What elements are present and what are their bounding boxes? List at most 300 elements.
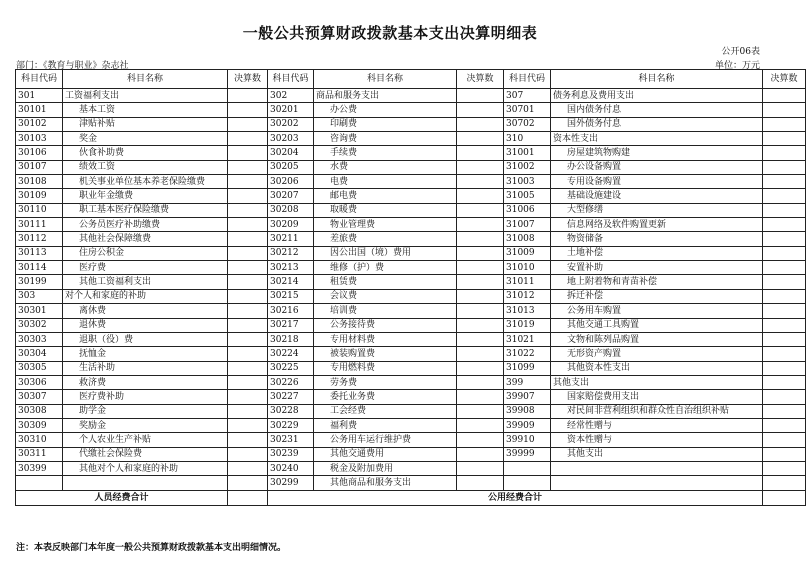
goods-code-cell: 30201: [268, 103, 314, 117]
goods-code-cell: 30229: [268, 418, 314, 432]
personnel-code-cell: 30113: [16, 246, 63, 260]
goods-code-cell: 30203: [268, 132, 314, 146]
personnel-name-cell: 抚恤金: [63, 347, 228, 361]
personnel-code-cell: 30399: [16, 461, 63, 475]
capital-name-cell: 国家赔偿费用支出: [551, 390, 763, 404]
goods-code-cell: 30225: [268, 361, 314, 375]
goods-code-cell: 30212: [268, 246, 314, 260]
goods-code-cell: 30299: [268, 476, 314, 490]
personnel-amount-cell: [228, 275, 268, 289]
personnel-name-cell: 救济费: [63, 375, 228, 389]
personnel-code-cell: 30109: [16, 189, 63, 203]
capital-amount-cell: [763, 160, 806, 174]
goods-amount-cell: [457, 433, 504, 447]
form-number: 公开06表: [721, 47, 760, 57]
capital-amount-cell: [763, 203, 806, 217]
goods-code-cell: 30209: [268, 218, 314, 232]
header-code-1: 科目代码: [16, 70, 63, 89]
capital-code-cell: [504, 461, 551, 475]
personnel-amount-cell: [228, 332, 268, 346]
capital-name-cell: 国内债务付息: [551, 103, 763, 117]
table-row: [16, 318, 806, 332]
goods-amount-cell: [457, 461, 504, 475]
goods-code-cell: 30231: [268, 433, 314, 447]
personnel-code-cell: 30111: [16, 218, 63, 232]
personnel-code-cell: 30302: [16, 318, 63, 332]
goods-amount-cell: [457, 347, 504, 361]
goods-amount-cell: [457, 175, 504, 189]
table-row: [16, 103, 806, 117]
goods-name-cell: 培训费: [314, 304, 457, 318]
personnel-name-cell: 医疗费补助: [63, 390, 228, 404]
personnel-amount-cell: [228, 390, 268, 404]
goods-name-cell: 专用材料费: [314, 332, 457, 346]
goods-amount-cell: [457, 89, 504, 103]
capital-code-cell: 39999: [504, 447, 551, 461]
goods-name-cell: 办公费: [314, 103, 457, 117]
goods-amount-cell: [457, 160, 504, 174]
personnel-code-cell: 30108: [16, 175, 63, 189]
goods-code-cell: 30202: [268, 117, 314, 131]
capital-amount-cell: [763, 261, 806, 275]
personnel-amount-cell: [228, 347, 268, 361]
goods-name-cell: 其他商品和服务支出: [314, 476, 457, 490]
capital-name-cell: 办公设备购置: [551, 160, 763, 174]
capital-amount-cell: [763, 347, 806, 361]
capital-code-cell: 31011: [504, 275, 551, 289]
personnel-name-cell: 职工基本医疗保险缴费: [63, 203, 228, 217]
goods-amount-cell: [457, 361, 504, 375]
table-row: [16, 261, 806, 275]
table-body: [16, 89, 806, 491]
table-row: [16, 289, 806, 303]
capital-code-cell: 310: [504, 132, 551, 146]
capital-name-cell: 拆迁补偿: [551, 289, 763, 303]
personnel-amount-cell: [228, 318, 268, 332]
capital-amount-cell: [763, 404, 806, 418]
table-row: [16, 304, 806, 318]
table-row: [16, 246, 806, 260]
goods-code-cell: 30213: [268, 261, 314, 275]
capital-code-cell: 39908: [504, 404, 551, 418]
goods-code-cell: 30239: [268, 447, 314, 461]
capital-name-cell: 信息网络及软件购置更新: [551, 218, 763, 232]
goods-amount-cell: [457, 390, 504, 404]
personnel-name-cell: [63, 476, 228, 490]
totals-row: [16, 490, 806, 505]
goods-amount-cell: [457, 103, 504, 117]
capital-code-cell: 31019: [504, 318, 551, 332]
goods-name-cell: 租赁费: [314, 275, 457, 289]
goods-amount-cell: [457, 447, 504, 461]
goods-name-cell: 电费: [314, 175, 457, 189]
expenditure-table: [15, 69, 806, 506]
goods-amount-cell: [457, 117, 504, 131]
personnel-name-cell: 对个人和家庭的补助: [63, 289, 228, 303]
personnel-amount-cell: [228, 375, 268, 389]
personnel-name-cell: 基本工资: [63, 103, 228, 117]
goods-code-cell: 30207: [268, 189, 314, 203]
capital-amount-cell: [763, 175, 806, 189]
goods-name-cell: 物业管理费: [314, 218, 457, 232]
capital-code-cell: 31008: [504, 232, 551, 246]
personnel-amount-cell: [228, 203, 268, 217]
capital-amount-cell: [763, 418, 806, 432]
goods-code-cell: 302: [268, 89, 314, 103]
table-row: [16, 175, 806, 189]
capital-amount-cell: [763, 103, 806, 117]
goods-name-cell: 被装购置费: [314, 347, 457, 361]
personnel-code-cell: 30306: [16, 375, 63, 389]
goods-code-cell: 30226: [268, 375, 314, 389]
capital-amount-cell: [763, 476, 806, 490]
capital-name-cell: 专用设备购置: [551, 175, 763, 189]
goods-code-cell: 30240: [268, 461, 314, 475]
personnel-amount-cell: [228, 132, 268, 146]
table-note: 注：本表反映部门本年度一般公共预算财政拨款基本支出明细情况。: [16, 543, 287, 553]
capital-code-cell: 30702: [504, 117, 551, 131]
personnel-amount-cell: [228, 476, 268, 490]
capital-amount-cell: [763, 447, 806, 461]
personnel-code-cell: 30303: [16, 332, 63, 346]
capital-name-cell: 基础设施建设: [551, 189, 763, 203]
personnel-amount-cell: [228, 89, 268, 103]
capital-name-cell: 经常性赠与: [551, 418, 763, 432]
goods-code-cell: 30205: [268, 160, 314, 174]
public-total-label: 公用经费合计: [268, 490, 763, 505]
table-row: [16, 347, 806, 361]
personnel-code-cell: 30110: [16, 203, 63, 217]
page-title: 一般公共预算财政拨款基本支出决算明细表: [242, 24, 538, 42]
goods-name-cell: 差旅费: [314, 232, 457, 246]
table-row: [16, 146, 806, 160]
header-amount-3: 决算数: [763, 70, 806, 89]
capital-name-cell: 土地补偿: [551, 246, 763, 260]
goods-amount-cell: [457, 261, 504, 275]
capital-code-cell: 31003: [504, 175, 551, 189]
personnel-code-cell: 301: [16, 89, 63, 103]
goods-name-cell: 专用燃料费: [314, 361, 457, 375]
goods-code-cell: 30216: [268, 304, 314, 318]
personnel-name-cell: 代缴社会保险费: [63, 447, 228, 461]
personnel-code-cell: 30114: [16, 261, 63, 275]
goods-code-cell: 30208: [268, 203, 314, 217]
goods-amount-cell: [457, 132, 504, 146]
personnel-amount-cell: [228, 189, 268, 203]
personnel-code-cell: 30311: [16, 447, 63, 461]
personnel-total-value: [228, 490, 268, 505]
personnel-amount-cell: [228, 461, 268, 475]
capital-amount-cell: [763, 117, 806, 131]
table-row: [16, 476, 806, 490]
capital-name-cell: 安置补助: [551, 261, 763, 275]
goods-amount-cell: [457, 476, 504, 490]
capital-amount-cell: [763, 89, 806, 103]
personnel-amount-cell: [228, 103, 268, 117]
table-row: [16, 117, 806, 131]
capital-amount-cell: [763, 375, 806, 389]
capital-amount-cell: [763, 232, 806, 246]
goods-name-cell: 工会经费: [314, 404, 457, 418]
table-row: [16, 160, 806, 174]
table-row: [16, 203, 806, 217]
goods-name-cell: 印刷费: [314, 117, 457, 131]
unit-label: 单位：万元: [714, 61, 760, 71]
goods-amount-cell: [457, 189, 504, 203]
personnel-name-cell: 奖励金: [63, 418, 228, 432]
capital-code-cell: 39907: [504, 390, 551, 404]
personnel-name-cell: 奖金: [63, 132, 228, 146]
capital-name-cell: [551, 461, 763, 475]
personnel-amount-cell: [228, 404, 268, 418]
personnel-code-cell: 30310: [16, 433, 63, 447]
goods-code-cell: 30215: [268, 289, 314, 303]
goods-code-cell: 30227: [268, 390, 314, 404]
goods-amount-cell: [457, 146, 504, 160]
capital-name-cell: 公务用车购置: [551, 304, 763, 318]
personnel-name-cell: 生活补助: [63, 361, 228, 375]
capital-name-cell: 物资储备: [551, 232, 763, 246]
goods-amount-cell: [457, 289, 504, 303]
personnel-name-cell: 退职（役）费: [63, 332, 228, 346]
goods-amount-cell: [457, 332, 504, 346]
goods-name-cell: 其他交通费用: [314, 447, 457, 461]
table-row: [16, 390, 806, 404]
header-name-1: 科目名称: [63, 70, 228, 89]
capital-code-cell: 31001: [504, 146, 551, 160]
goods-name-cell: 税金及附加费用: [314, 461, 457, 475]
goods-name-cell: 公务接待费: [314, 318, 457, 332]
goods-amount-cell: [457, 318, 504, 332]
capital-code-cell: 30701: [504, 103, 551, 117]
goods-amount-cell: [457, 304, 504, 318]
personnel-code-cell: [16, 476, 63, 490]
personnel-amount-cell: [228, 160, 268, 174]
personnel-name-cell: 个人农业生产补贴: [63, 433, 228, 447]
capital-name-cell: 资本性支出: [551, 132, 763, 146]
goods-code-cell: 30217: [268, 318, 314, 332]
table-row: [16, 418, 806, 432]
goods-name-cell: 咨询费: [314, 132, 457, 146]
personnel-code-cell: 30106: [16, 146, 63, 160]
capital-name-cell: 大型修缮: [551, 203, 763, 217]
capital-amount-cell: [763, 146, 806, 160]
capital-amount-cell: [763, 318, 806, 332]
capital-code-cell: 31021: [504, 332, 551, 346]
goods-name-cell: 水费: [314, 160, 457, 174]
goods-code-cell: 30214: [268, 275, 314, 289]
capital-amount-cell: [763, 189, 806, 203]
goods-amount-cell: [457, 404, 504, 418]
goods-code-cell: 30204: [268, 146, 314, 160]
capital-amount-cell: [763, 289, 806, 303]
capital-name-cell: [551, 476, 763, 490]
capital-name-cell: 地上附着物和青苗补偿: [551, 275, 763, 289]
personnel-code-cell: 30305: [16, 361, 63, 375]
capital-amount-cell: [763, 132, 806, 146]
capital-code-cell: 31012: [504, 289, 551, 303]
table-row: [16, 461, 806, 475]
personnel-name-cell: 住房公积金: [63, 246, 228, 260]
personnel-code-cell: 30101: [16, 103, 63, 117]
personnel-name-cell: 公务员医疗补助缴费: [63, 218, 228, 232]
capital-code-cell: 39909: [504, 418, 551, 432]
capital-amount-cell: [763, 461, 806, 475]
table-row: [16, 404, 806, 418]
personnel-code-cell: 30301: [16, 304, 63, 318]
personnel-code-cell: 30103: [16, 132, 63, 146]
goods-name-cell: 邮电费: [314, 189, 457, 203]
goods-name-cell: 维修（护）费: [314, 261, 457, 275]
personnel-name-cell: 津贴补贴: [63, 117, 228, 131]
capital-name-cell: 房屋建筑物购建: [551, 146, 763, 160]
personnel-code-cell: 30307: [16, 390, 63, 404]
capital-code-cell: 31022: [504, 347, 551, 361]
goods-amount-cell: [457, 418, 504, 432]
personnel-amount-cell: [228, 418, 268, 432]
header-name-3: 科目名称: [551, 70, 763, 89]
goods-amount-cell: [457, 375, 504, 389]
goods-name-cell: 手续费: [314, 146, 457, 160]
capital-amount-cell: [763, 246, 806, 260]
capital-name-cell: 其他支出: [551, 375, 763, 389]
capital-amount-cell: [763, 433, 806, 447]
header-amount-2: 决算数: [457, 70, 504, 89]
personnel-total-label: 人员经费合计: [16, 490, 228, 505]
goods-name-cell: 因公出国（境）费用: [314, 246, 457, 260]
goods-code-cell: 30206: [268, 175, 314, 189]
personnel-amount-cell: [228, 117, 268, 131]
goods-name-cell: 福利费: [314, 418, 457, 432]
capital-name-cell: 其他支出: [551, 447, 763, 461]
goods-amount-cell: [457, 218, 504, 232]
personnel-amount-cell: [228, 246, 268, 260]
capital-code-cell: 31006: [504, 203, 551, 217]
capital-amount-cell: [763, 218, 806, 232]
capital-code-cell: 31005: [504, 189, 551, 203]
capital-name-cell: 资本性赠与: [551, 433, 763, 447]
table-row: [16, 89, 806, 103]
capital-code-cell: 31007: [504, 218, 551, 232]
table-row: [16, 332, 806, 346]
goods-code-cell: 30228: [268, 404, 314, 418]
goods-name-cell: 委托业务费: [314, 390, 457, 404]
personnel-name-cell: 其他工资福利支出: [63, 275, 228, 289]
personnel-code-cell: 30304: [16, 347, 63, 361]
personnel-code-cell: 30309: [16, 418, 63, 432]
personnel-amount-cell: [228, 218, 268, 232]
goods-amount-cell: [457, 203, 504, 217]
header-code-3: 科目代码: [504, 70, 551, 89]
capital-code-cell: 31010: [504, 261, 551, 275]
personnel-code-cell: 30112: [16, 232, 63, 246]
personnel-name-cell: 其他社会保障缴费: [63, 232, 228, 246]
capital-code-cell: 31013: [504, 304, 551, 318]
goods-amount-cell: [457, 275, 504, 289]
capital-name-cell: 其他交通工具购置: [551, 318, 763, 332]
personnel-code-cell: 30102: [16, 117, 63, 131]
personnel-amount-cell: [228, 232, 268, 246]
capital-amount-cell: [763, 275, 806, 289]
capital-code-cell: 31099: [504, 361, 551, 375]
header-name-2: 科目名称: [314, 70, 457, 89]
personnel-amount-cell: [228, 361, 268, 375]
header-code-2: 科目代码: [268, 70, 314, 89]
personnel-name-cell: 其他对个人和家庭的补助: [63, 461, 228, 475]
personnel-amount-cell: [228, 146, 268, 160]
personnel-name-cell: 医疗费: [63, 261, 228, 275]
personnel-name-cell: 离休费: [63, 304, 228, 318]
header-amount-1: 决算数: [228, 70, 268, 89]
goods-amount-cell: [457, 246, 504, 260]
personnel-amount-cell: [228, 175, 268, 189]
personnel-name-cell: 绩效工资: [63, 160, 228, 174]
table-row: [16, 218, 806, 232]
table-row: [16, 375, 806, 389]
capital-name-cell: 文物和陈列品购置: [551, 332, 763, 346]
capital-code-cell: 31009: [504, 246, 551, 260]
goods-amount-cell: [457, 232, 504, 246]
personnel-amount-cell: [228, 304, 268, 318]
table-row: [16, 189, 806, 203]
table-row: [16, 275, 806, 289]
capital-code-cell: 399: [504, 375, 551, 389]
personnel-name-cell: 助学金: [63, 404, 228, 418]
capital-code-cell: 39910: [504, 433, 551, 447]
personnel-amount-cell: [228, 289, 268, 303]
capital-name-cell: 债务利息及费用支出: [551, 89, 763, 103]
capital-amount-cell: [763, 304, 806, 318]
table-header-row: [16, 70, 806, 89]
personnel-code-cell: 30199: [16, 275, 63, 289]
table-row: [16, 232, 806, 246]
table-row: [16, 132, 806, 146]
goods-code-cell: 30218: [268, 332, 314, 346]
public-total-value: [763, 490, 806, 505]
table-row: [16, 361, 806, 375]
capital-amount-cell: [763, 390, 806, 404]
personnel-name-cell: 职业年金缴费: [63, 189, 228, 203]
goods-name-cell: 商品和服务支出: [314, 89, 457, 103]
personnel-code-cell: 30308: [16, 404, 63, 418]
personnel-amount-cell: [228, 447, 268, 461]
department-label: 部门：《教育与职业》杂志社: [16, 61, 129, 71]
goods-name-cell: 会议费: [314, 289, 457, 303]
capital-name-cell: 其他资本性支出: [551, 361, 763, 375]
capital-code-cell: [504, 476, 551, 490]
capital-name-cell: 国外债务付息: [551, 117, 763, 131]
personnel-code-cell: 30107: [16, 160, 63, 174]
personnel-name-cell: 机关事业单位基本养老保险缴费: [63, 175, 228, 189]
personnel-name-cell: 工资福利支出: [63, 89, 228, 103]
capital-code-cell: 307: [504, 89, 551, 103]
capital-code-cell: 31002: [504, 160, 551, 174]
personnel-name-cell: 退休费: [63, 318, 228, 332]
capital-name-cell: 无形资产购置: [551, 347, 763, 361]
table-row: [16, 433, 806, 447]
personnel-code-cell: 303: [16, 289, 63, 303]
personnel-amount-cell: [228, 261, 268, 275]
personnel-name-cell: 伙食补助费: [63, 146, 228, 160]
goods-name-cell: 劳务费: [314, 375, 457, 389]
capital-amount-cell: [763, 361, 806, 375]
goods-name-cell: 公务用车运行维护费: [314, 433, 457, 447]
goods-name-cell: 取暖费: [314, 203, 457, 217]
capital-amount-cell: [763, 332, 806, 346]
goods-code-cell: 30224: [268, 347, 314, 361]
capital-name-cell: 对民间非营利组织和群众性自治组织补贴: [551, 404, 763, 418]
personnel-amount-cell: [228, 433, 268, 447]
